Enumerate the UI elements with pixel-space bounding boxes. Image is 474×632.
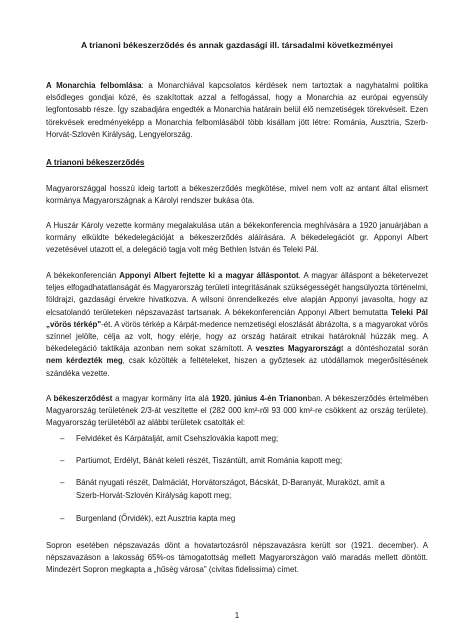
intro-label: A Monarchia felbomlása	[46, 81, 142, 90]
list-item: – Felvidéket és Kárpátalját, amit Csehszlovákia kapott meg;	[60, 434, 279, 443]
p3-part-c: . A magyar álláspont a béketervezet teljes elfogadhatatlanságát és Magyarország területi integritásának szükségességét hangsúlyozta történelmi, földrajzi, gazdasági érvekre hivatkozva. A wilsoni önrendelkezés elve alapján Apponyi javasolta, hogy az elcsatolandó területeken népszavazást tartsanak. A békekonferencián Apponyi Albert bemutatta	[46, 271, 428, 317]
p4-treaty-bold: békeszerződést	[53, 394, 113, 403]
p3-part-e: -ét. A vörös térkép a Kárpát-medence nemzetiségi eloszlását ábrázolta, s a magyarokat vörös színnel jelölte, célja az volt, hogy elérje, hogy az ország határait etnikai határoknál húzzák meg. A békedelegáció taktikája azonban nem sokat számított. A	[46, 319, 428, 354]
paragraph-2	[46, 220, 428, 257]
paragraph-5	[46, 540, 428, 577]
paragraph-1-text: Magyarországgal hosszú ideig tartott a békeszerződés megkötése, mivel nem volt az antant által elismert kormánya Magyarországnak a Károlyi rendszer bukása óta.	[46, 184, 428, 206]
p3-apponyi-bold: Apponyi Albert fejtette ki a magyar álláspontot	[119, 271, 299, 280]
p3-part-a: A békekonferencián	[46, 271, 120, 280]
p3-part-g: t a döntéshozatal során	[341, 344, 428, 354]
paragraph-1	[46, 183, 428, 207]
p3-loser-bold: vesztes Magyarország	[255, 344, 342, 354]
p4-part-e: ban. A békeszerződés értelmében Magyarország területének 2/3-át veszítette el (282 000 km²-ről 93 000 km²-re csökkent az ország területe). Magyarország területéből az alábbi területek csatolták el:	[46, 394, 428, 428]
list-item-continuation: Szerb-Horvát-Szlovén Királyság kapott meg;	[76, 491, 232, 500]
p3-not-asked-bold: nem kérdezték meg	[46, 356, 123, 366]
paragraph-5-text: Sopron esetében népszavazás dönt a hovatartozásról népszavazásra került sor (1921. december). A népszavazáson a lakosság 65%-os támogatottság mellett Magyarországon való maradás mellett döntött. Mindezért Sopron megkapta a „hűség városa" (civitas fidelissima) címet.	[46, 541, 428, 575]
page-number: 1	[234, 611, 240, 620]
intro-text: : a Monarchiával kapcsolatos kérdések nem tartoztak a nagyhatalmi politika elsődleges gondjai közé, és szakítottak azzal a felfogással, hogy a Monarchia az európai egyensúly legfontosabb része. Így szabadjára engedték a Monarchia határain belül élő nemzetiségek törekvéseit. Ezen törekvések eredményeképp a Monarchia felbomlásából több kisállam jött létre: Románia, Ausztria, Szerb-Horvát-Szlovén Királyság, Lengyelország.	[46, 81, 428, 139]
intro-paragraph	[46, 80, 428, 141]
list-item: – Burgenland (Őrvidék), ezt Ausztria kapta meg	[60, 514, 236, 523]
section-heading: A trianoni békeszerződés	[46, 158, 145, 167]
p4-part-a: A	[46, 394, 54, 403]
p3-part-i: , csak közölték a feltételeket, hiszen a győztesek az utódállamok megerősítésének szándéka vezette.	[46, 356, 428, 378]
document-title: A trianoni békeszerződés és annak gazdasági ill. társadalmi következményei	[80, 40, 394, 50]
p4-date-bold: 1920. június 4-én Trianon	[211, 394, 308, 403]
paragraph-3	[46, 270, 428, 380]
paragraph-2-text: A Huszár Károly vezette kormány megalakulása után a békekonferencia meghívására a 1920 januárjában a kormány elküldte békedelegációját a békeszerződés aláírására. A békedelegációt gr. Apponyi Albert vezetésével utazott el, a delegáció tagja volt még Bethlen István és Teleki Pál.	[46, 221, 428, 255]
paragraph-4	[46, 393, 428, 430]
list-item: – Partiumot, Erdélyt, Bánát keleti részét, Tiszántúlt, amit Románia kapott meg;	[60, 456, 343, 465]
list-item: – Bánát nyugati részét, Dalmáciát, Horvátországot, Bácskát, D-Baranyát, Muraközt, amit a	[60, 478, 385, 487]
p3-red-map-bold: Teleki Pál „vörös térkép"	[46, 307, 428, 329]
p4-part-c: a magyar kormány írta alá	[112, 394, 212, 403]
